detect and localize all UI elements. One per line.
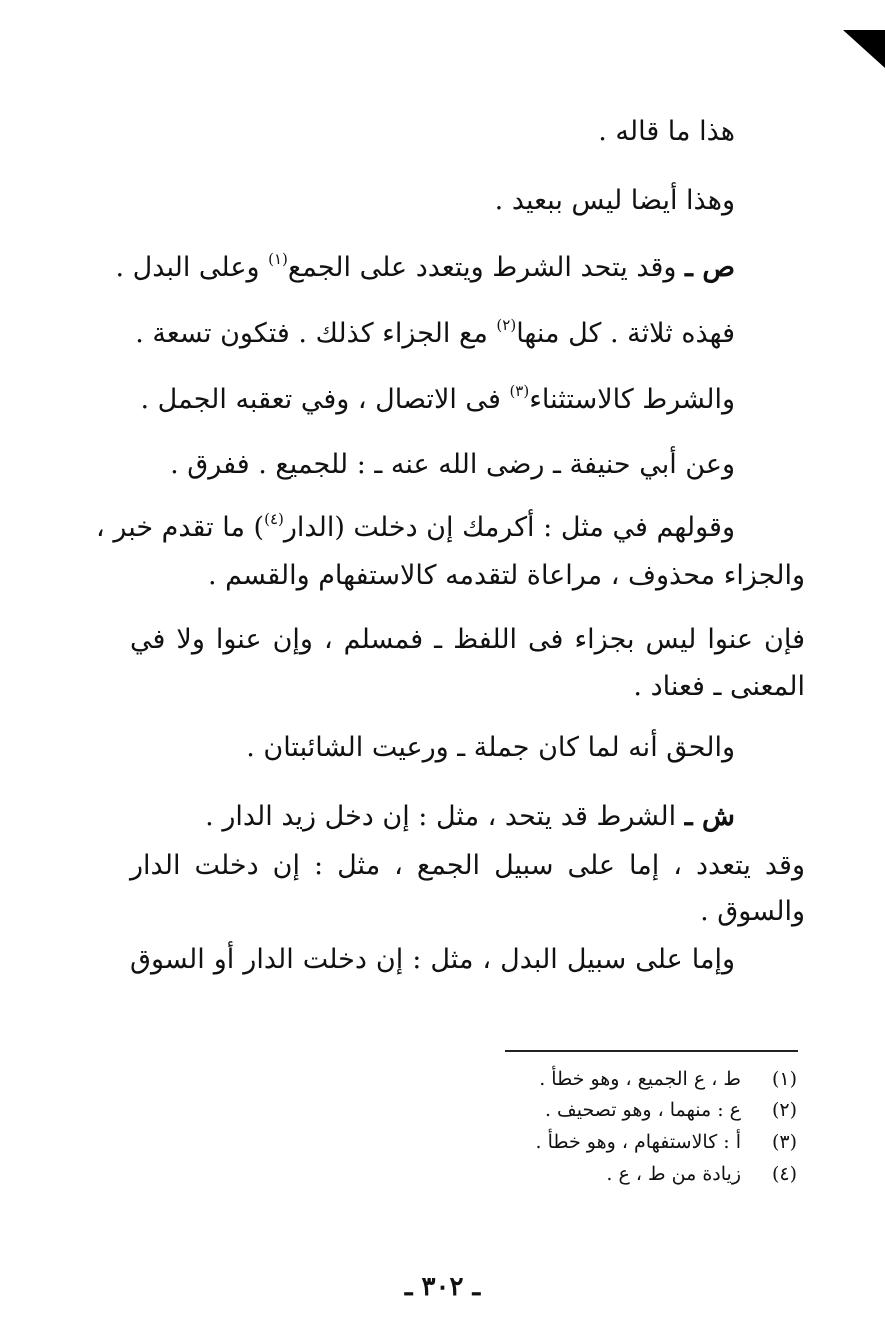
footnote-ref-2[interactable]: (٢)	[496, 316, 517, 334]
footnote-number: (٣)	[771, 1131, 797, 1153]
text-line-9: فإن عنوا ليس بجزاء فى اللفظ ـ فمسلم ، وإن عنوا ولا في	[130, 624, 805, 655]
footnote-text: ع : منهما ، وهو تصحيف .	[544, 1099, 741, 1121]
footnote-2	[430, 1095, 797, 1125]
text-line-2: وهذا أيضا ليس ببعيد .	[494, 185, 735, 216]
footnote-1	[430, 1064, 797, 1094]
text-line-11: والحق أنه لما كان جملة ـ ورعيت الشائبتان .	[246, 732, 735, 763]
text-line-8: والجزاء محذوف ، مراعاة لتقدمه كالاستفهام والقسم .	[207, 560, 805, 591]
text-line-7: وقولهم في مثل : أكرمك إن دخلت (الدار$^{(٤)}$) ما تقدم خبر ،	[96, 510, 735, 543]
footnote-ref-1[interactable]: (١)	[268, 250, 288, 268]
text-line-12: ش ـ الشرط قد يتحد ، مثل : إن دخل زيد الدار .	[205, 801, 735, 832]
text-line-4: فهذه ثلاثة . كل منها$^{(٢)}$ مع الجزاء كذلك . فتكون تسعة .	[135, 316, 735, 349]
section-marker-sad: ص ـ	[685, 252, 735, 283]
footnote-number: (٤)	[771, 1163, 797, 1185]
footnote-ref-3[interactable]: (٣)	[509, 382, 530, 400]
page-corner-marker	[843, 30, 885, 68]
footnote-ref-4[interactable]: (٤)	[264, 510, 284, 528]
text-line-6: وعن أبي حنيفة ـ رضى الله عنه ـ : للجميع . ففرق .	[170, 449, 735, 480]
footnote-number: (١)	[771, 1068, 797, 1090]
text-line-1: هذا ما قاله .	[598, 116, 735, 147]
text-line-3: ص ـ وقد يتحد الشرط ويتعدد على الجمع$^{(١)}$ وعلى البدل .	[115, 250, 735, 283]
footnote-3	[430, 1127, 797, 1157]
footnote-text: أ : كالاستفهام ، وهو خطأ .	[535, 1131, 741, 1153]
page-number: ـ ٣٠٢ ـ	[404, 1272, 481, 1302]
text-line-5: والشرط كالاستثناء$^{(٣)}$ فى الاتصال ، وفي تعقبه الجمل .	[140, 382, 735, 415]
text-line-15: وإما على سبيل البدل ، مثل : إن دخلت الدار أو السوق	[130, 944, 735, 975]
section-marker-shin: ش ـ	[684, 801, 735, 832]
footnote-text: ط ، ع الجميع ، وهو خطأ .	[539, 1068, 741, 1090]
text-line-13: وقد يتعدد ، إما على سبيل الجمع ، مثل : إن دخلت الدار	[130, 850, 805, 881]
text-line-10: المعنى ـ فعناد .	[633, 671, 805, 702]
footnote-number: (٢)	[771, 1099, 797, 1121]
text-line-14: والسوق .	[700, 896, 805, 927]
footnote-4	[430, 1159, 797, 1189]
footnote-text: زيادة من ط ، ع .	[606, 1163, 741, 1185]
footnote-separator	[505, 1050, 798, 1052]
